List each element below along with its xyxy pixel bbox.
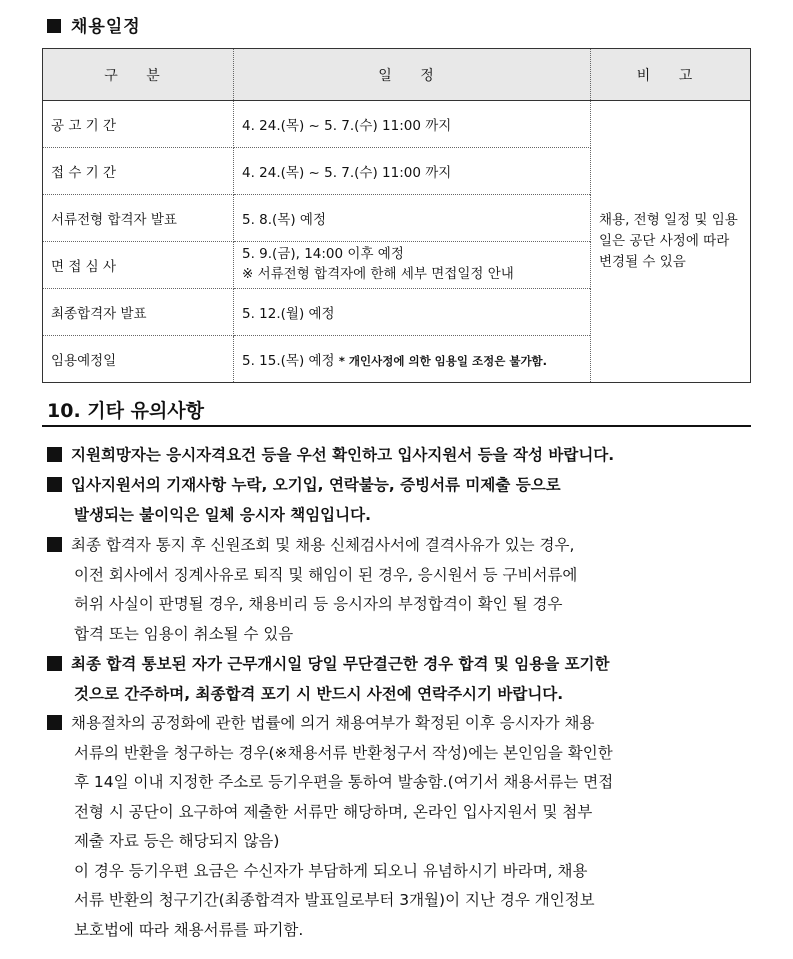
row-label: 면 접 심 사	[43, 242, 234, 289]
row-label: 공 고 기 간	[43, 101, 234, 148]
notice-line: 채용절차의 공정화에 관한 법률에 의거 채용여부가 확정된 이후 응시자가 채용	[71, 714, 595, 732]
notice-line: 지원희망자는 응시자격요건 등을 우선 확인하고 입사지원서 등을 작성 바랍니다.	[71, 446, 615, 464]
row-schedule: 5. 8.(목) 예정	[234, 195, 591, 242]
notice-item	[47, 471, 757, 530]
notice-item	[47, 709, 757, 945]
square-bullet-icon	[47, 447, 62, 462]
row-label: 접 수 기 간	[43, 148, 234, 195]
notice-line: 합격 또는 임용이 취소될 수 있음	[74, 624, 294, 643]
notice-line: 후 14일 이내 지정한 주소로 등기우편을 통하여 발송함.(여기서 채용서류는 면접	[74, 773, 614, 791]
notice-line: 최종 합격자 통지 후 신원조회 및 채용 신체검사서에 결격사유가 있는 경우,	[71, 536, 575, 554]
section10-title: 10. 기타 유의사항	[47, 400, 205, 422]
row-schedule: 5. 9.(금), 14:00 이후 예정	[242, 246, 404, 263]
notice-line: 발생되는 불이익은 일체 응시자 책임입니다.	[74, 505, 371, 524]
table-row	[43, 101, 751, 148]
row-schedule-cell	[234, 242, 591, 289]
header-schedule: 일 정	[234, 49, 591, 101]
notice-line: 보호법에 따라 채용서류를 파기함.	[74, 920, 304, 939]
row-schedule-note: * 개인사정에 의한 임용일 조정은 불가함.	[338, 354, 548, 368]
row-schedule: 4. 24.(목) ~ 5. 7.(수) 11:00 까지	[234, 101, 591, 148]
notice-line: 최종 합격 통보된 자가 근무개시일 당일 무단결근한 경우 합격 및 임용을 포기한	[71, 655, 610, 673]
section-title: 채용일정	[71, 17, 141, 37]
section-heading	[47, 12, 141, 37]
square-bullet-icon	[47, 19, 61, 33]
square-bullet-icon	[47, 537, 62, 552]
notice-line: 입사지원서의 기재사항 누락, 오기입, 연락불능, 증빙서류 미제출 등으로	[71, 476, 561, 494]
remark-cell: 채용, 전형 일정 및 임용일은 공단 사정에 따라 변경될 수 있음	[591, 101, 751, 383]
notice-item	[47, 650, 757, 709]
square-bullet-icon	[47, 656, 62, 671]
square-bullet-icon	[47, 715, 62, 730]
header-category: 구 분	[43, 49, 234, 101]
notice-line: 제출 자료 등은 해당되지 않음)	[74, 832, 280, 850]
notice-line: 허위 사실이 판명될 경우, 채용비리 등 응시자의 부정합격이 확인 될 경우	[74, 595, 563, 613]
notice-line: 서류 반환의 청구기간(최종합격자 발표일로부터 3개월)이 지난 경우 개인정보	[74, 891, 595, 909]
header-remark: 비 고	[591, 49, 751, 101]
square-bullet-icon	[47, 477, 62, 492]
notice-item	[47, 441, 757, 471]
notice-line: 전형 시 공단이 요구하여 제출한 서류만 해당하며, 온라인 입사지원서 및 첨부	[74, 802, 593, 821]
row-label: 임용예정일	[43, 336, 234, 383]
notice-item	[47, 531, 757, 649]
schedule-table	[42, 48, 751, 383]
notice-line: 서류의 반환을 청구하는 경우(※채용서류 반환청구서 작성)에는 본인임을 확인한	[74, 743, 613, 762]
row-schedule: 5. 15.(목) 예정	[242, 353, 335, 369]
notice-line: 이전 회사에서 징계사유로 퇴직 및 해임이 된 경우, 응시원서 등 구비서류에	[74, 565, 578, 584]
row-label: 최종합격자 발표	[43, 289, 234, 336]
row-schedule: 4. 24.(목) ~ 5. 7.(수) 11:00 까지	[234, 148, 591, 195]
row-schedule-note: ※ 서류전형 합격자에 한해 세부 면접일정 안내	[242, 266, 514, 282]
row-schedule-cell	[234, 336, 591, 383]
section10-underline	[42, 425, 751, 427]
row-schedule: 5. 12.(월) 예정	[234, 289, 591, 336]
table-header-row	[43, 49, 751, 101]
row-label: 서류전형 합격자 발표	[43, 195, 234, 242]
notice-line: 것으로 간주하며, 최종합격 포기 시 반드시 사전에 연락주시기 바랍니다.	[74, 684, 564, 703]
notice-line: 이 경우 등기우편 요금은 수신자가 부담하게 되오니 유념하시기 바라며, 채용	[74, 861, 588, 880]
